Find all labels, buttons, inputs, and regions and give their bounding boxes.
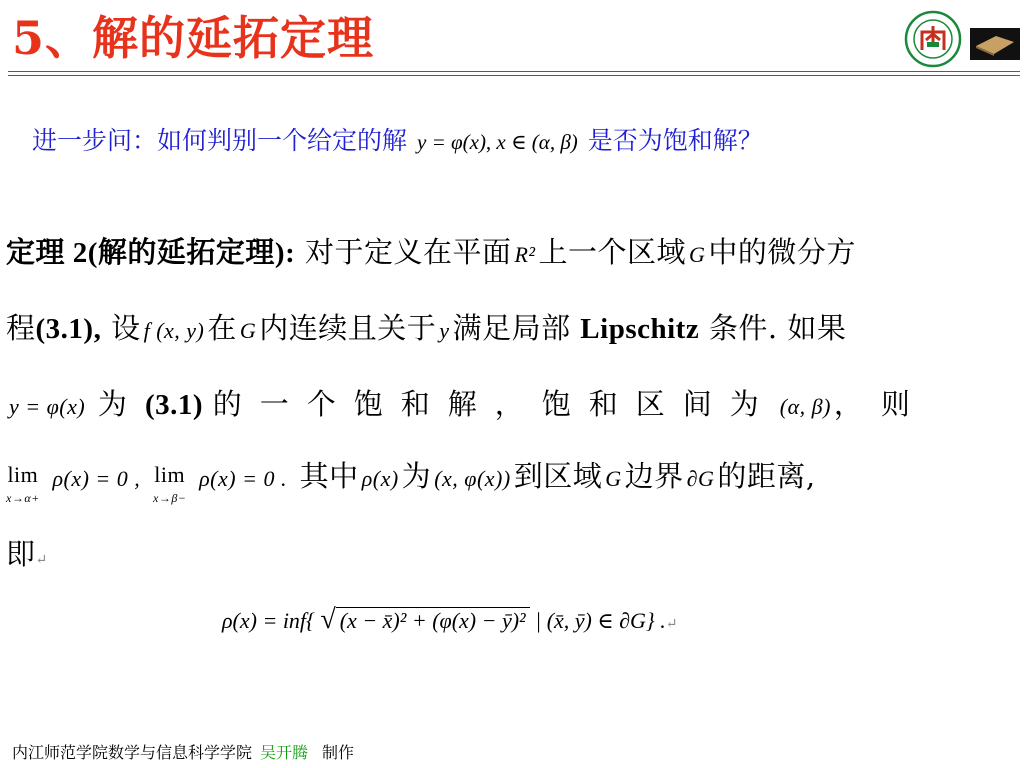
text: 中的微分方 <box>708 235 856 269</box>
text: 边界 <box>624 459 684 493</box>
math-f: f (x, y) <box>143 318 205 343</box>
math-interval: (α, β) <box>779 394 831 419</box>
text: ，则 <box>833 387 928 421</box>
text: 其中 <box>299 459 359 493</box>
footer <box>12 740 354 763</box>
text: 上一个区域 <box>538 235 687 269</box>
math-rho: ρ(x) <box>361 466 399 491</box>
math-y: y <box>439 318 450 343</box>
lim-label: lim <box>154 462 186 487</box>
theorem-line-4 <box>6 452 816 504</box>
text: 的距离, <box>717 459 816 493</box>
limit-beta <box>153 452 186 504</box>
math-y-phi: y = φ(x) <box>9 394 86 419</box>
text: 到区域 <box>513 459 603 493</box>
theorem-line-1 <box>6 232 856 275</box>
text: 满足局部 <box>452 311 571 345</box>
text: 对于定义在平面 <box>304 235 512 269</box>
book-icon <box>970 28 1020 60</box>
footer-made: 制作 <box>322 743 355 762</box>
text: 为 <box>401 459 432 493</box>
header-rule-bottom <box>8 75 1020 76</box>
text: 条件. 如果 <box>708 311 847 345</box>
theorem-line-3 <box>6 384 928 427</box>
lim-sub: x→β− <box>153 491 187 505</box>
question-math: y = φ(x), x ∈ (α, β) <box>417 130 578 154</box>
footer-author: 吴开腾 <box>260 743 309 762</box>
math-r2: R² <box>514 242 536 267</box>
text: 即 <box>6 537 36 571</box>
header-rule-top <box>8 71 1020 72</box>
question-text-before: 进一步问：如何判别一个给定的解 <box>32 126 408 155</box>
sqrt-sign: √ <box>320 604 336 635</box>
math-g: G <box>239 318 257 343</box>
footer-institution: 内江师范学院数学与信息科学学院 <box>12 743 253 762</box>
math-boundary: ∂G <box>686 466 715 491</box>
theorem-label: 定理 2(解的延拓定理): <box>6 237 296 269</box>
lim-label: lim <box>7 462 39 487</box>
lim-sub: x→α+ <box>6 491 40 505</box>
paragraph-mark: ↵ <box>665 617 678 632</box>
text: 程 <box>6 311 36 345</box>
text: 的一个饱和解，饱和区间为 <box>212 387 777 421</box>
text: 为 <box>97 387 145 421</box>
text: 在 <box>207 311 237 345</box>
limit-alpha <box>6 452 40 504</box>
question-line <box>32 124 763 159</box>
math-g: G <box>689 242 706 267</box>
math-g: G <box>605 466 622 491</box>
formula-rhs: | (x̄, ȳ) ∈ ∂G} . <box>535 608 666 633</box>
text: 内连续且关于 <box>259 311 437 345</box>
math-point: (x, φ(x)) <box>434 466 511 491</box>
theorem-line-2 <box>6 308 846 351</box>
math-expr: ρ(x) = 0 . <box>199 466 287 491</box>
formula-lhs: ρ(x) = inf{ <box>222 608 315 633</box>
formula-sqrt-body: (x − x̄)² + (φ(x) − ȳ)² <box>336 607 530 633</box>
math-expr: ρ(x) = 0 , <box>52 466 141 491</box>
university-logo <box>904 10 962 68</box>
text: 设 <box>111 311 141 345</box>
paragraph-mark: ↵ <box>35 552 48 568</box>
equation-ref: (3.1) <box>144 389 204 421</box>
equation-ref: (3.1), <box>35 313 102 345</box>
theorem-line-5 <box>6 534 48 580</box>
distance-formula <box>222 604 677 636</box>
question-text-after: 是否为饱和解？ <box>587 126 763 155</box>
lipschitz-term: Lipschitz <box>580 313 700 345</box>
page-title: 5、解的延拓定理 <box>12 11 375 65</box>
